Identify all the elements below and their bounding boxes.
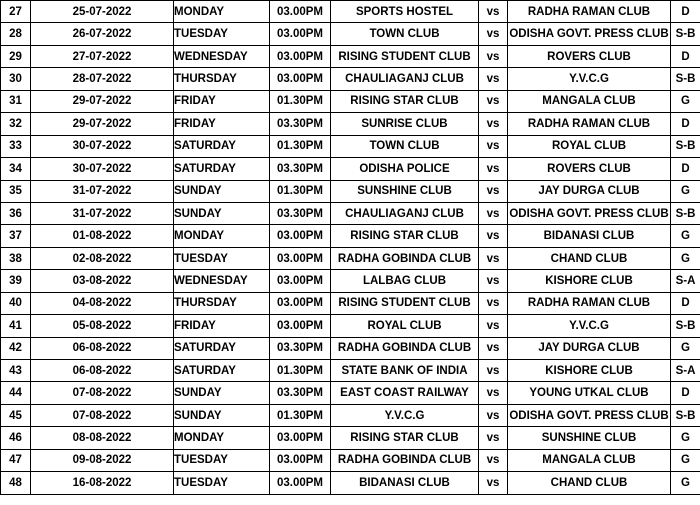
- group-code: G: [671, 472, 700, 494]
- match-date: 06-08-2022: [31, 360, 174, 382]
- match-number: 39: [1, 270, 31, 292]
- versus-label: vs: [479, 113, 508, 135]
- match-time: 03.30PM: [270, 337, 331, 359]
- away-team: CHAND CLUB: [508, 472, 671, 494]
- match-date: 07-08-2022: [31, 382, 174, 404]
- away-team: BIDANASI CLUB: [508, 225, 671, 247]
- match-date: 01-08-2022: [31, 225, 174, 247]
- match-time: 01.30PM: [270, 135, 331, 157]
- match-date: 29-07-2022: [31, 90, 174, 112]
- versus-label: vs: [479, 360, 508, 382]
- match-date: 31-07-2022: [31, 202, 174, 224]
- table-row: [1, 472, 700, 494]
- match-number: 45: [1, 404, 31, 426]
- group-code: D: [671, 382, 700, 404]
- home-team: RISING STAR CLUB: [331, 225, 479, 247]
- table-row: [1, 113, 700, 135]
- match-date: 29-07-2022: [31, 113, 174, 135]
- away-team: CHAND CLUB: [508, 247, 671, 269]
- versus-label: vs: [479, 449, 508, 471]
- match-day: MONDAY: [174, 427, 270, 449]
- match-number: 48: [1, 472, 31, 494]
- table-row: [1, 315, 700, 337]
- table-row: [1, 382, 700, 404]
- away-team: JAY DURGA CLUB: [508, 337, 671, 359]
- group-code: D: [671, 113, 700, 135]
- versus-label: vs: [479, 270, 508, 292]
- table-row: [1, 23, 700, 45]
- table-row: [1, 427, 700, 449]
- group-code: S-B: [671, 23, 700, 45]
- versus-label: vs: [479, 337, 508, 359]
- match-date: 07-08-2022: [31, 404, 174, 426]
- match-day: MONDAY: [174, 225, 270, 247]
- home-team: RISING STUDENT CLUB: [331, 45, 479, 67]
- versus-label: vs: [479, 1, 508, 23]
- match-day: MONDAY: [174, 1, 270, 23]
- match-date: 04-08-2022: [31, 292, 174, 314]
- home-team: RADHA GOBINDA CLUB: [331, 247, 479, 269]
- match-number: 31: [1, 90, 31, 112]
- match-day: FRIDAY: [174, 90, 270, 112]
- match-date: 28-07-2022: [31, 68, 174, 90]
- away-team: MANGALA CLUB: [508, 449, 671, 471]
- home-team: STATE BANK OF INDIA: [331, 360, 479, 382]
- group-code: S-B: [671, 135, 700, 157]
- match-day: TUESDAY: [174, 247, 270, 269]
- match-time: 03.00PM: [270, 23, 331, 45]
- home-team: RISING STAR CLUB: [331, 90, 479, 112]
- home-team: RADHA GOBINDA CLUB: [331, 449, 479, 471]
- match-day: TUESDAY: [174, 23, 270, 45]
- table-row: [1, 90, 700, 112]
- match-number: 27: [1, 1, 31, 23]
- match-date: 30-07-2022: [31, 158, 174, 180]
- match-day: SATURDAY: [174, 360, 270, 382]
- match-date: 03-08-2022: [31, 270, 174, 292]
- match-time: 03.00PM: [270, 427, 331, 449]
- versus-label: vs: [479, 427, 508, 449]
- match-date: 09-08-2022: [31, 449, 174, 471]
- match-number: 34: [1, 158, 31, 180]
- home-team: BIDANASI CLUB: [331, 472, 479, 494]
- table-row: [1, 202, 700, 224]
- match-date: 08-08-2022: [31, 427, 174, 449]
- match-number: 44: [1, 382, 31, 404]
- match-time: 01.30PM: [270, 404, 331, 426]
- match-date: 25-07-2022: [31, 1, 174, 23]
- versus-label: vs: [479, 202, 508, 224]
- home-team: RISING STUDENT CLUB: [331, 292, 479, 314]
- match-time: 01.30PM: [270, 180, 331, 202]
- home-team: ROYAL CLUB: [331, 315, 479, 337]
- match-schedule-body: [1, 1, 700, 495]
- table-row: [1, 68, 700, 90]
- match-time: 03.00PM: [270, 1, 331, 23]
- group-code: G: [671, 427, 700, 449]
- match-time: 03.30PM: [270, 158, 331, 180]
- group-code: S-B: [671, 202, 700, 224]
- match-number: 35: [1, 180, 31, 202]
- match-time: 03.00PM: [270, 315, 331, 337]
- table-row: [1, 180, 700, 202]
- home-team: SUNSHINE CLUB: [331, 180, 479, 202]
- match-number: 32: [1, 113, 31, 135]
- match-number: 33: [1, 135, 31, 157]
- match-time: 03.00PM: [270, 449, 331, 471]
- match-time: 03.00PM: [270, 45, 331, 67]
- match-time: 03.00PM: [270, 247, 331, 269]
- match-number: 28: [1, 23, 31, 45]
- match-number: 38: [1, 247, 31, 269]
- match-date: 06-08-2022: [31, 337, 174, 359]
- away-team: KISHORE CLUB: [508, 270, 671, 292]
- match-time: 03.00PM: [270, 472, 331, 494]
- versus-label: vs: [479, 90, 508, 112]
- match-time: 03.30PM: [270, 382, 331, 404]
- versus-label: vs: [479, 247, 508, 269]
- match-day: SATURDAY: [174, 337, 270, 359]
- away-team: RADHA RAMAN CLUB: [508, 1, 671, 23]
- away-team: MANGALA CLUB: [508, 90, 671, 112]
- group-code: G: [671, 449, 700, 471]
- away-team: RADHA RAMAN CLUB: [508, 113, 671, 135]
- table-row: [1, 360, 700, 382]
- match-time: 03.00PM: [270, 225, 331, 247]
- versus-label: vs: [479, 23, 508, 45]
- group-code: G: [671, 180, 700, 202]
- match-number: 46: [1, 427, 31, 449]
- match-number: 42: [1, 337, 31, 359]
- match-number: 37: [1, 225, 31, 247]
- match-day: SUNDAY: [174, 382, 270, 404]
- away-team: SUNSHINE CLUB: [508, 427, 671, 449]
- match-date: 26-07-2022: [31, 23, 174, 45]
- home-team: EAST COAST RAILWAY: [331, 382, 479, 404]
- match-date: 16-08-2022: [31, 472, 174, 494]
- match-day: TUESDAY: [174, 472, 270, 494]
- table-row: [1, 158, 700, 180]
- match-day: FRIDAY: [174, 113, 270, 135]
- away-team: ODISHA GOVT. PRESS CLUB: [508, 202, 671, 224]
- group-code: S-A: [671, 270, 700, 292]
- away-team: KISHORE CLUB: [508, 360, 671, 382]
- away-team: ROVERS CLUB: [508, 45, 671, 67]
- match-date: 30-07-2022: [31, 135, 174, 157]
- table-row: [1, 404, 700, 426]
- match-time: 01.30PM: [270, 90, 331, 112]
- group-code: G: [671, 247, 700, 269]
- versus-label: vs: [479, 68, 508, 90]
- match-date: 02-08-2022: [31, 247, 174, 269]
- away-team: JAY DURGA CLUB: [508, 180, 671, 202]
- away-team: ROVERS CLUB: [508, 158, 671, 180]
- away-team: ODISHA GOVT. PRESS CLUB: [508, 23, 671, 45]
- match-time: 03.00PM: [270, 270, 331, 292]
- table-row: [1, 1, 700, 23]
- versus-label: vs: [479, 135, 508, 157]
- table-row: [1, 247, 700, 269]
- versus-label: vs: [479, 382, 508, 404]
- match-number: 40: [1, 292, 31, 314]
- match-time: 03.30PM: [270, 113, 331, 135]
- match-day: FRIDAY: [174, 315, 270, 337]
- match-day: SATURDAY: [174, 135, 270, 157]
- versus-label: vs: [479, 472, 508, 494]
- away-team: ODISHA GOVT. PRESS CLUB: [508, 404, 671, 426]
- home-team: Y.V.C.G: [331, 404, 479, 426]
- match-number: 47: [1, 449, 31, 471]
- match-time: 03.00PM: [270, 68, 331, 90]
- table-row: [1, 225, 700, 247]
- versus-label: vs: [479, 315, 508, 337]
- group-code: S-B: [671, 315, 700, 337]
- match-number: 43: [1, 360, 31, 382]
- away-team: YOUNG UTKAL CLUB: [508, 382, 671, 404]
- home-team: LALBAG CLUB: [331, 270, 479, 292]
- match-date: 05-08-2022: [31, 315, 174, 337]
- group-code: D: [671, 158, 700, 180]
- group-code: G: [671, 337, 700, 359]
- table-row: [1, 292, 700, 314]
- match-time: 01.30PM: [270, 360, 331, 382]
- home-team: RISING STAR CLUB: [331, 427, 479, 449]
- away-team: Y.V.C.G: [508, 315, 671, 337]
- home-team: TOWN CLUB: [331, 23, 479, 45]
- match-day: WEDNESDAY: [174, 270, 270, 292]
- home-team: CHAULIAGANJ CLUB: [331, 68, 479, 90]
- versus-label: vs: [479, 45, 508, 67]
- group-code: S-A: [671, 360, 700, 382]
- versus-label: vs: [479, 180, 508, 202]
- match-day: SUNDAY: [174, 404, 270, 426]
- group-code: S-B: [671, 68, 700, 90]
- table-row: [1, 270, 700, 292]
- match-date: 31-07-2022: [31, 180, 174, 202]
- home-team: SPORTS HOSTEL: [331, 1, 479, 23]
- match-day: THURSDAY: [174, 292, 270, 314]
- away-team: RADHA RAMAN CLUB: [508, 292, 671, 314]
- match-time: 03.00PM: [270, 292, 331, 314]
- versus-label: vs: [479, 225, 508, 247]
- group-code: G: [671, 225, 700, 247]
- match-day: WEDNESDAY: [174, 45, 270, 67]
- table-row: [1, 449, 700, 471]
- group-code: D: [671, 292, 700, 314]
- match-day: SUNDAY: [174, 202, 270, 224]
- table-row: [1, 135, 700, 157]
- away-team: Y.V.C.G: [508, 68, 671, 90]
- group-code: D: [671, 45, 700, 67]
- group-code: S-B: [671, 404, 700, 426]
- versus-label: vs: [479, 404, 508, 426]
- match-date: 27-07-2022: [31, 45, 174, 67]
- away-team: ROYAL CLUB: [508, 135, 671, 157]
- home-team: TOWN CLUB: [331, 135, 479, 157]
- match-day: THURSDAY: [174, 68, 270, 90]
- versus-label: vs: [479, 158, 508, 180]
- home-team: SUNRISE CLUB: [331, 113, 479, 135]
- match-day: SATURDAY: [174, 158, 270, 180]
- match-number: 30: [1, 68, 31, 90]
- home-team: CHAULIAGANJ CLUB: [331, 202, 479, 224]
- match-day: SUNDAY: [174, 180, 270, 202]
- match-day: TUESDAY: [174, 449, 270, 471]
- match-number: 29: [1, 45, 31, 67]
- versus-label: vs: [479, 292, 508, 314]
- table-row: [1, 337, 700, 359]
- home-team: RADHA GOBINDA CLUB: [331, 337, 479, 359]
- match-number: 36: [1, 202, 31, 224]
- match-time: 03.30PM: [270, 202, 331, 224]
- group-code: D: [671, 1, 700, 23]
- match-number: 41: [1, 315, 31, 337]
- table-row: [1, 45, 700, 67]
- home-team: ODISHA POLICE: [331, 158, 479, 180]
- group-code: G: [671, 90, 700, 112]
